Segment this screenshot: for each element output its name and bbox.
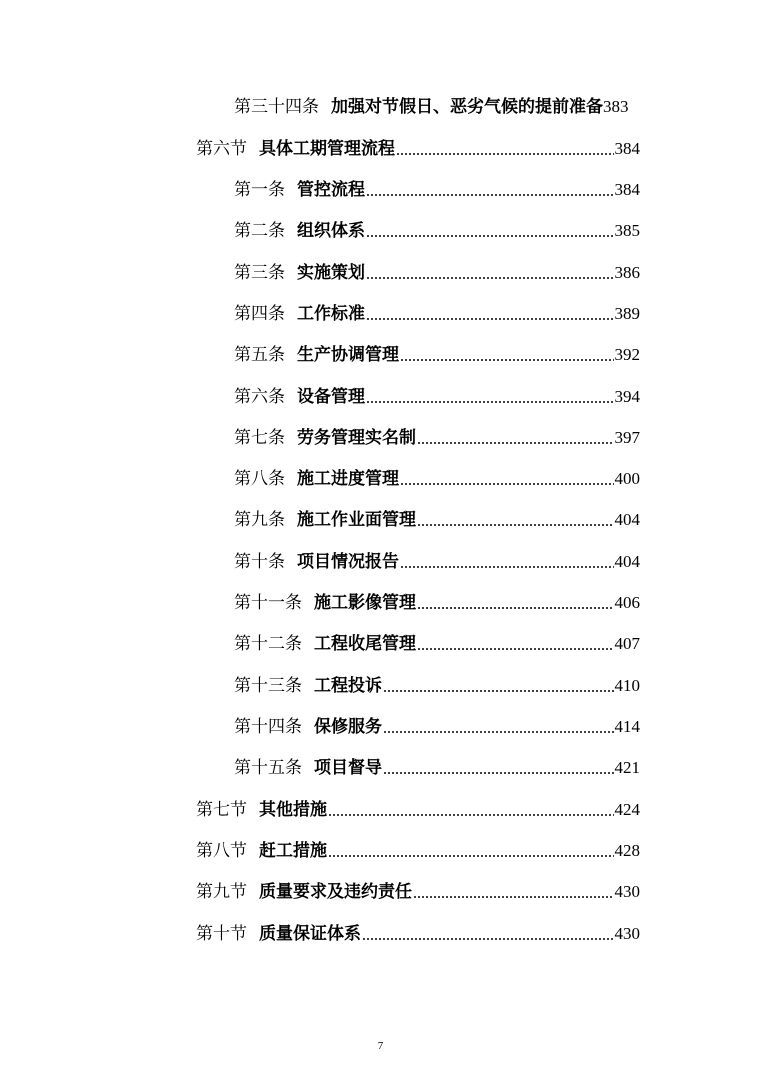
toc-entry[interactable] [234, 462, 640, 490]
toc-entry-title: 施工进度管理 [297, 469, 399, 489]
toc-entry-number: 第八条 [234, 469, 285, 489]
toc-entry[interactable] [234, 627, 640, 655]
toc-entry-title: 施工影像管理 [314, 593, 416, 613]
toc-entry-title: 工作标准 [297, 304, 365, 324]
toc-entry[interactable] [234, 214, 640, 242]
toc-entry-number: 第十条 [234, 552, 285, 572]
toc-leader-dots [328, 855, 614, 857]
toc-entry-number: 第九条 [234, 510, 285, 530]
toc-entry-page: 394 [614, 387, 640, 406]
toc-leader-dots [400, 483, 614, 485]
toc-entry-page: 384 [614, 180, 640, 199]
toc-entry-number: 第十三条 [234, 676, 302, 696]
toc-leader-dots [328, 814, 614, 816]
toc-entry[interactable] [234, 173, 640, 201]
toc-entry-title: 设备管理 [297, 387, 365, 407]
toc-entry-title: 组织体系 [297, 221, 365, 241]
toc-leader-dots [366, 277, 614, 279]
toc-leader-dots [413, 896, 614, 898]
toc-entry-page: 421 [614, 758, 640, 777]
toc-entry[interactable] [234, 545, 640, 573]
toc-entry-page: 400 [614, 469, 640, 488]
toc-entry-title: 工程收尾管理 [314, 634, 416, 654]
toc-leader-dots [417, 524, 614, 526]
toc-entry-title: 质量保证体系 [259, 924, 361, 944]
toc-entry[interactable] [234, 503, 640, 531]
toc-entry[interactable] [196, 834, 640, 862]
toc-entry-number: 第十五条 [234, 758, 302, 778]
toc-entry-page: 404 [614, 552, 640, 571]
toc-entry-page: 397 [614, 428, 640, 447]
toc-entry-number: 第一条 [234, 180, 285, 200]
toc-entry-title: 保修服务 [314, 717, 382, 737]
toc-entry[interactable] [234, 710, 640, 738]
toc-leader-dots [396, 153, 614, 155]
page-number: 7 [377, 1040, 384, 1052]
toc-entry-number: 第六条 [234, 387, 285, 407]
toc-entry-title: 具体工期管理流程 [259, 139, 395, 159]
toc-leader-dots [417, 607, 614, 609]
toc-entry-number: 第六节 [196, 139, 247, 159]
toc-leader-dots [362, 938, 614, 940]
toc-entry[interactable] [234, 669, 640, 697]
toc-entry-page: 389 [614, 304, 640, 323]
toc-entry-number: 第十二条 [234, 634, 302, 654]
toc-leader-dots [366, 235, 614, 237]
toc-entry-page: 410 [614, 676, 640, 695]
toc-entry-page: 392 [614, 345, 640, 364]
toc-leader-dots [400, 359, 614, 361]
toc-entry[interactable] [234, 421, 640, 449]
toc-entry-title: 质量要求及违约责任 [259, 882, 412, 902]
toc-entry-number: 第八节 [196, 841, 247, 861]
toc-entry-title: 项目督导 [314, 758, 382, 778]
toc-entry-title: 赶工措施 [259, 841, 327, 861]
toc-entry-number: 第十节 [196, 924, 247, 944]
toc-entry-page: 406 [614, 593, 640, 612]
toc-entry-number: 第七条 [234, 428, 285, 448]
toc-entry-title: 加强对节假日、恶劣气候的提前准备 [331, 97, 603, 117]
toc-entry-title: 其他措施 [259, 800, 327, 820]
toc-entry-page: 407 [614, 634, 640, 653]
toc-entry[interactable] [196, 875, 640, 903]
toc-entry-page: 414 [614, 717, 640, 736]
toc-entry[interactable] [234, 90, 664, 118]
toc-leader-dots [417, 648, 614, 650]
toc-entry-number: 第十四条 [234, 717, 302, 737]
toc-entry-page: 385 [614, 221, 640, 240]
toc-entry[interactable] [234, 751, 640, 779]
toc-entry-title: 劳务管理实名制 [297, 428, 416, 448]
toc-entry[interactable] [234, 586, 640, 614]
toc-leader-dots [366, 401, 614, 403]
toc-entry-page: 428 [614, 841, 640, 860]
toc-entry-page: 386 [614, 263, 640, 282]
toc-entry-number: 第三十四条 [234, 97, 319, 117]
toc-entry-title: 管控流程 [297, 180, 365, 200]
toc-entry-number: 第七节 [196, 800, 247, 820]
toc-entry[interactable] [196, 917, 640, 945]
toc-entry[interactable] [196, 793, 640, 821]
toc-entry-number: 第十一条 [234, 593, 302, 613]
toc-entry-page: 430 [614, 882, 640, 901]
toc-entry[interactable] [234, 256, 640, 284]
toc-entry[interactable] [234, 297, 640, 325]
toc-leader-dots [383, 690, 614, 692]
toc-entry-page: 404 [614, 510, 640, 529]
toc-leader-dots [400, 566, 614, 568]
toc-leader-dots [383, 772, 614, 774]
toc-entry[interactable] [234, 338, 640, 366]
toc-entry[interactable] [196, 132, 640, 160]
toc-entry-title: 施工作业面管理 [297, 510, 416, 530]
toc-entry-title: 实施策划 [297, 263, 365, 283]
toc-entry-page: 383 [603, 97, 629, 116]
toc-entry-number: 第九节 [196, 882, 247, 902]
toc-entry-page: 430 [614, 924, 640, 943]
toc-entry-title: 项目情况报告 [297, 552, 399, 572]
toc-leader-dots [366, 318, 614, 320]
toc-entry-title: 生产协调管理 [297, 345, 399, 365]
toc-entry-number: 第四条 [234, 304, 285, 324]
toc-entry-number: 第五条 [234, 345, 285, 365]
toc-leader-dots [383, 731, 614, 733]
toc-entry-page: 424 [614, 800, 640, 819]
toc-entry-number: 第二条 [234, 221, 285, 241]
toc-entry-title: 工程投诉 [314, 676, 382, 696]
toc-leader-dots [366, 194, 614, 196]
toc-entry[interactable] [234, 380, 640, 408]
toc-leader-dots [417, 442, 614, 444]
toc-entry-number: 第三条 [234, 263, 285, 283]
toc-entry-page: 384 [614, 139, 640, 158]
